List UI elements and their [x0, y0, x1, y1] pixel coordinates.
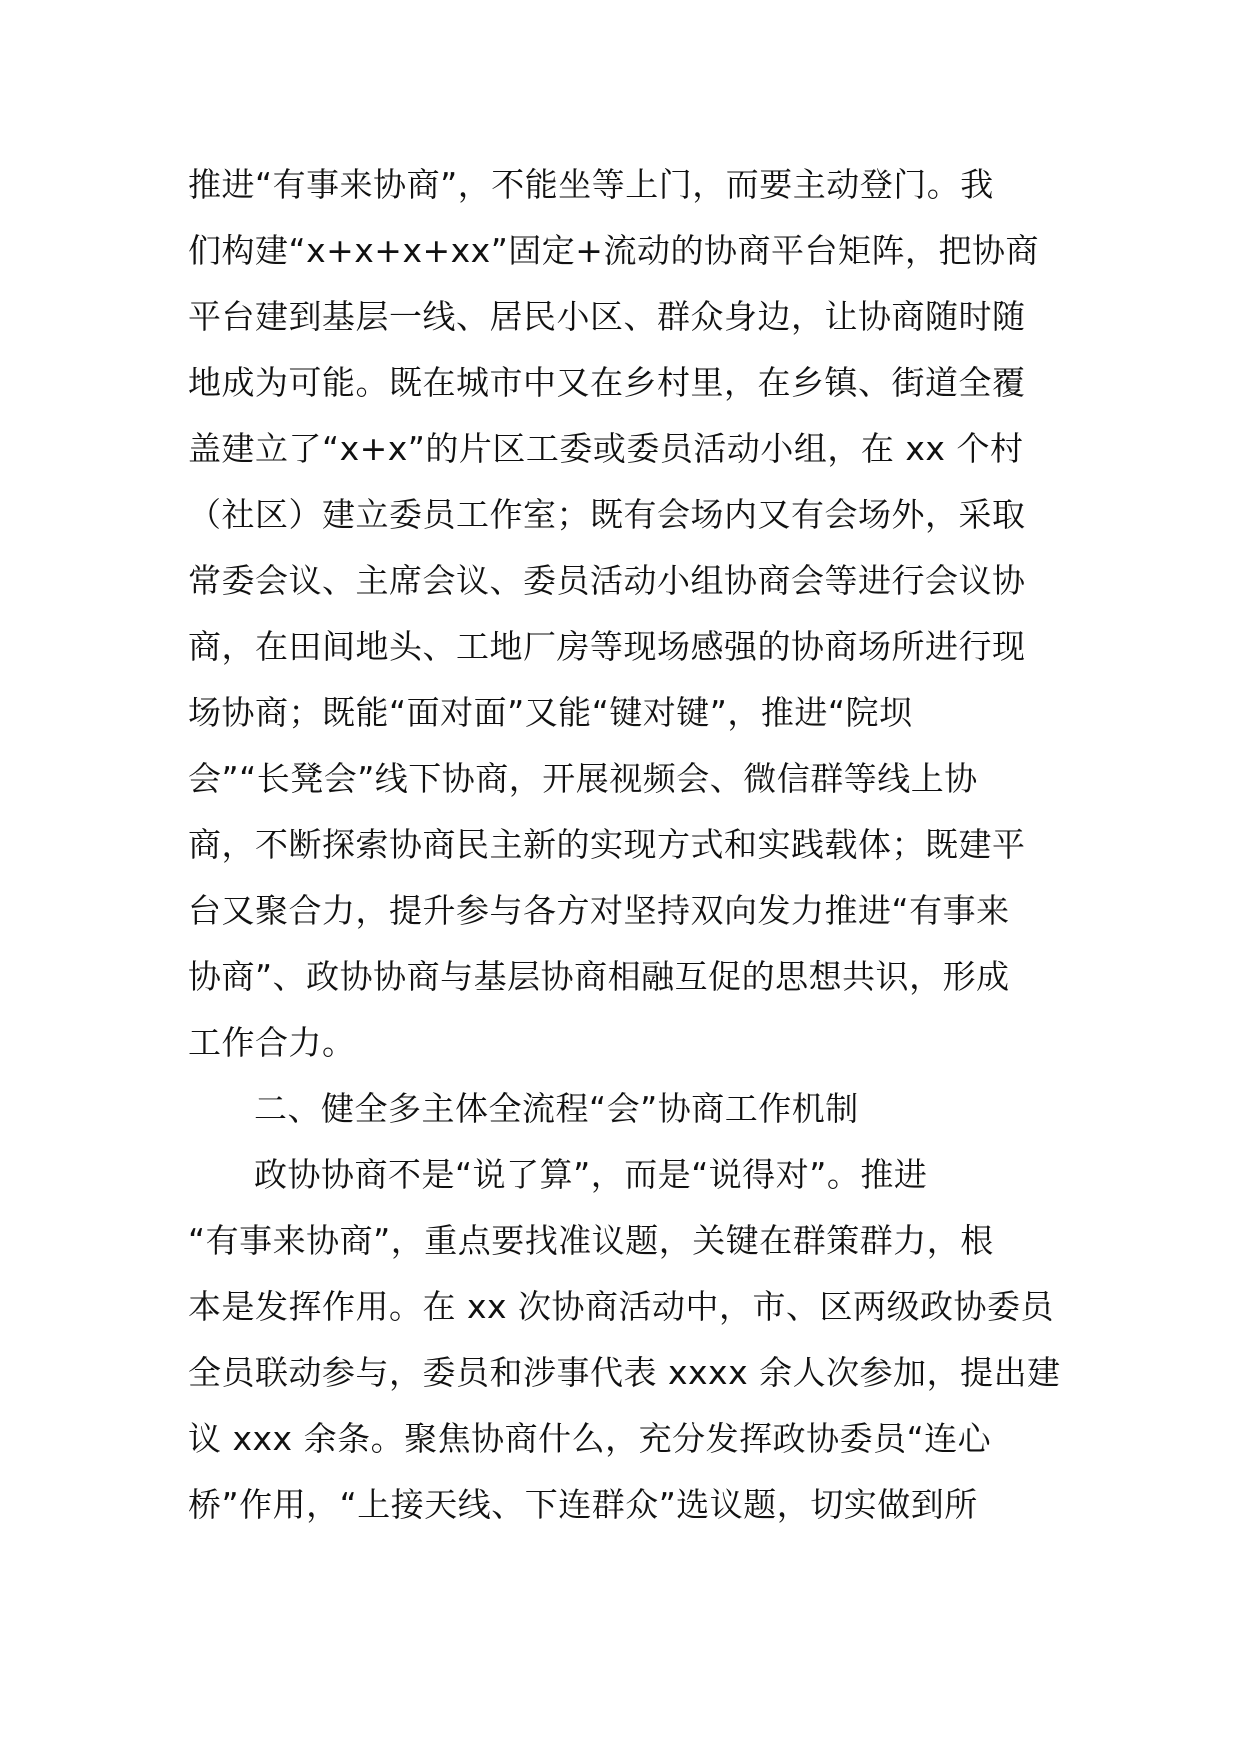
paragraph-line: 场协商；既能“面对面”又能“键对键”，推进“院坝 — [188, 693, 913, 732]
paragraph-line: 们构建“x+x+x+xx”固定+流动的协商平台矩阵，把协商 — [188, 231, 1039, 270]
paragraph-line: 全员联动参与，委员和涉事代表 xxxx 余人次参加，提出建 — [188, 1353, 1061, 1392]
paragraph-line: 协商”、政协协商与基层协商相融互促的思想共识，形成 — [188, 957, 1010, 996]
paragraph-line: 本是发挥作用。在 xx 次协商活动中，市、区两级政协委员 — [188, 1287, 1055, 1326]
paragraph-line: 工作合力。 — [188, 1023, 356, 1062]
paragraph-line: 会”“长凳会”线下协商，开展视频会、微信群等线上协 — [188, 759, 978, 798]
paragraph-line: 平台建到基层一线、居民小区、群众身边，让协商随时随 — [188, 297, 1026, 336]
paragraph-line: 台又聚合力，提升参与各方对坚持双向发力推进“有事来 — [188, 891, 1010, 930]
document-body — [188, 152, 1061, 1538]
paragraph-line: 地成为可能。既在城市中又在乡村里，在乡镇、街道全覆 — [188, 363, 1026, 402]
paragraph-line: 盖建立了“x+x”的片区工委或委员活动小组，在 xx 个村 — [188, 429, 1024, 468]
paragraph-line: 商，不断探索协商民主新的实现方式和实践载体；既建平 — [188, 825, 1026, 864]
paragraph-line: 常委会议、主席会议、委员活动小组协商会等进行会议协 — [188, 561, 1026, 600]
paragraph-line: （社区）建立委员工作室；既有会场内又有会场外，采取 — [188, 495, 1026, 534]
paragraph-line: 商，在田间地头、工地厂房等现场感强的协商场所进行现 — [188, 627, 1026, 666]
paragraph-line: 桥”作用，“上接天线、下连群众”选议题，切实做到所 — [188, 1485, 978, 1524]
paragraph-line: “有事来协商”，重点要找准议题，关键在群策群力，根 — [188, 1221, 994, 1260]
paragraph-line: 推进“有事来协商”，不能坐等上门，而要主动登门。我 — [188, 165, 994, 204]
section-heading: 二、健全多主体全流程“会”协商工作机制 — [254, 1089, 859, 1128]
paragraph-line: 政协协商不是“说了算”，而是“说得对”。推进 — [254, 1155, 928, 1194]
paragraph-line: 议 xxx 余条。聚焦协商什么，充分发挥政协委员“连心 — [188, 1419, 992, 1458]
